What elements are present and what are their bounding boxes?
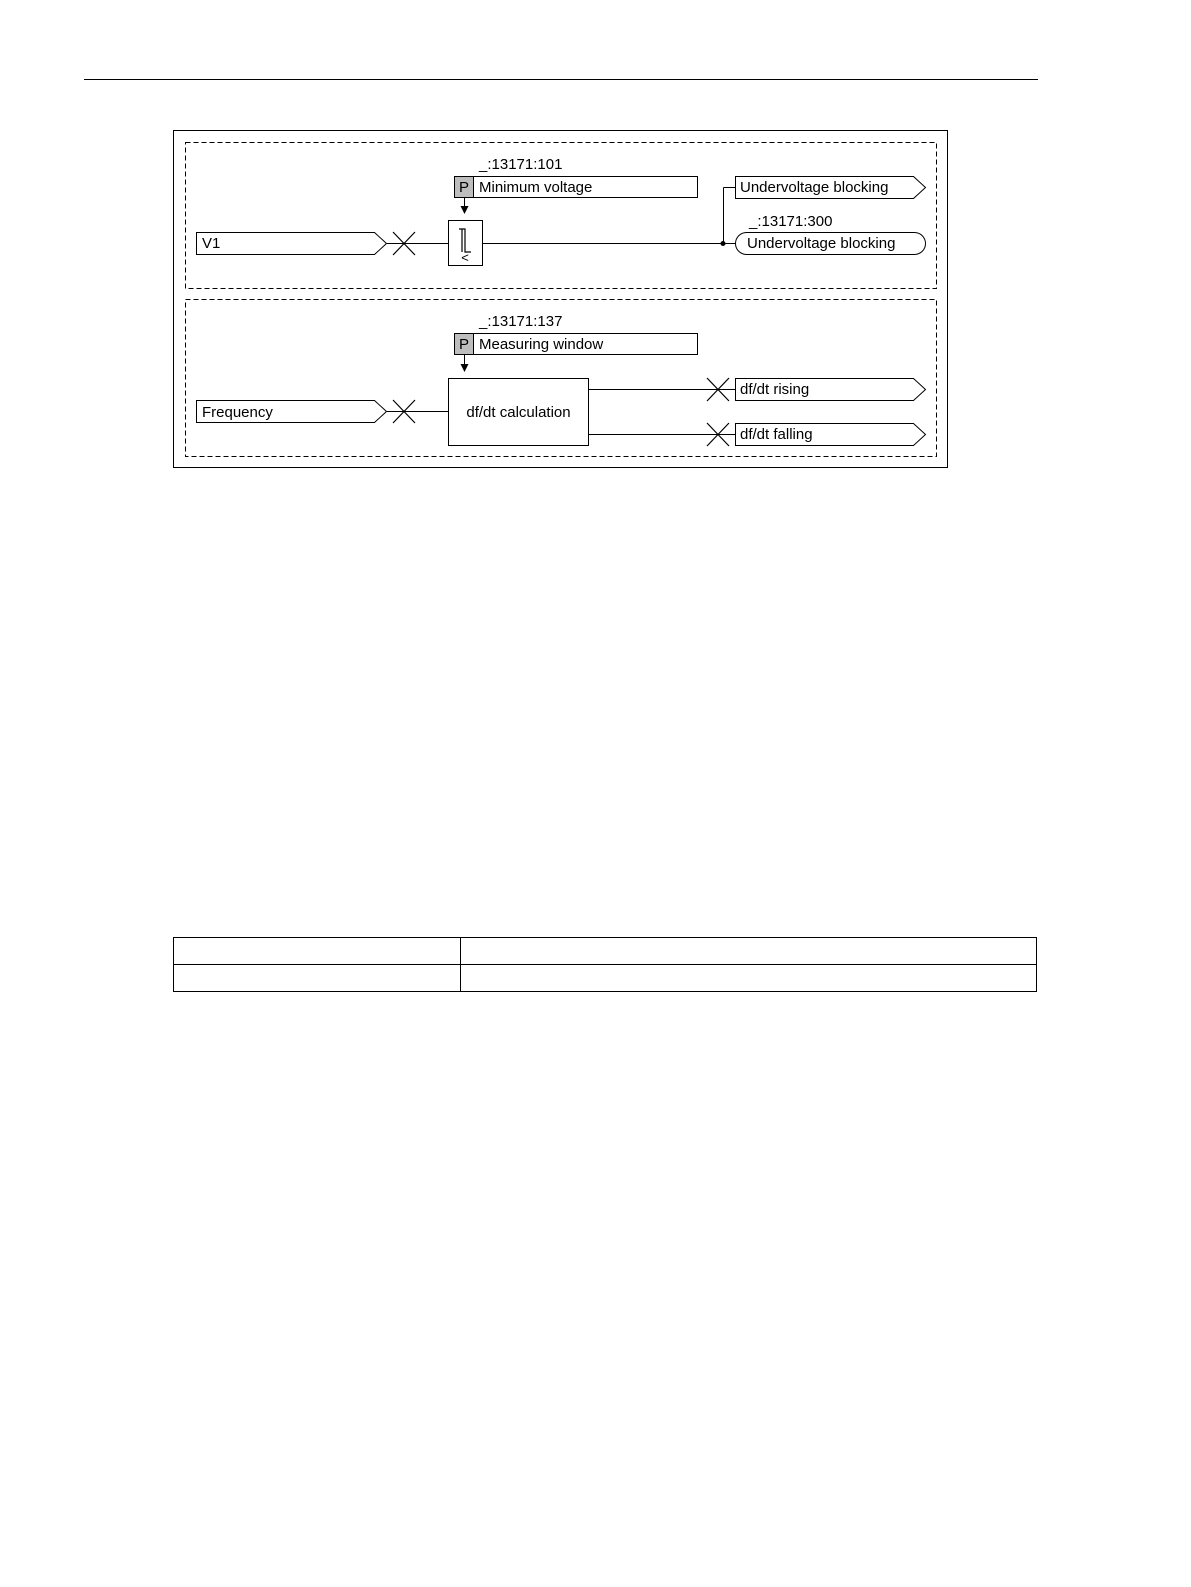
table-cell xyxy=(461,965,1037,992)
upper-param-id: _:13171:101 xyxy=(479,156,563,173)
output-falling-label: df/dt falling xyxy=(740,426,813,443)
table-cell xyxy=(461,938,1037,965)
comparator-symbol: < xyxy=(461,250,469,265)
table-row xyxy=(174,938,1037,965)
table-row xyxy=(174,965,1037,992)
output-rising-label: df/dt rising xyxy=(740,381,810,398)
logic-diagram xyxy=(0,0,1191,480)
input-v1-label: V1 xyxy=(202,235,221,252)
settings-table xyxy=(173,937,1037,992)
indication-undervoltage-label: Undervoltage blocking xyxy=(747,235,896,252)
lower-param-label: Measuring window xyxy=(479,336,604,353)
table-cell xyxy=(174,965,461,992)
lower-param-badge: P xyxy=(458,336,470,353)
upper-param-badge: P xyxy=(458,179,470,196)
input-frequency-label: Frequency xyxy=(202,404,273,421)
lower-param-id: _:13171:137 xyxy=(479,313,563,330)
dfdt-calculation-label: df/dt calculation xyxy=(466,404,571,421)
table-cell xyxy=(174,938,461,965)
output-undervoltage-label: Undervoltage blocking xyxy=(740,179,889,196)
indication-id: _:13171:300 xyxy=(749,213,833,230)
upper-param-label: Minimum voltage xyxy=(479,179,593,196)
input-v1-signal xyxy=(197,233,387,255)
